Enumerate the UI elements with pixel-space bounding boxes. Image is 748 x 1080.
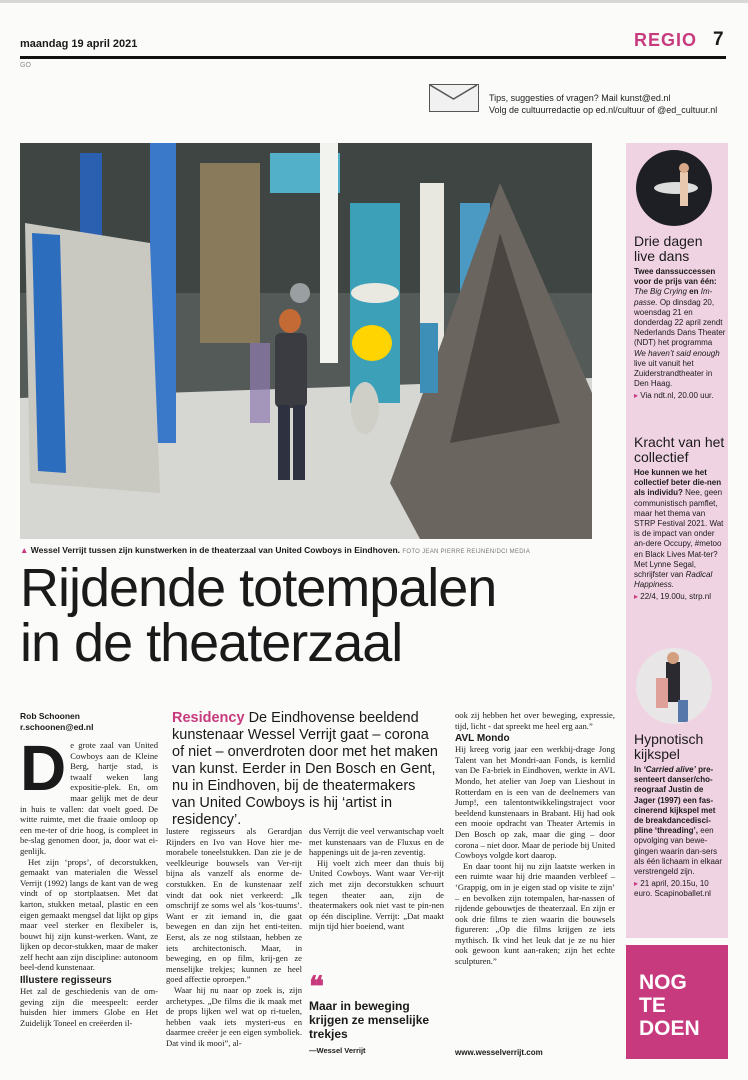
arrow-icon: ▸ <box>634 592 639 602</box>
sidebar-text: een opvolging van bewe-gingen waarin dan-sers als één lichaam in elkaar verstrengeld zijn. <box>634 826 723 877</box>
conjunction: en <box>689 287 699 297</box>
caption-text: Wessel Verrijt tussen zijn kunstwerken in de theaterzaal van United Cowboys in Eindhoven. <box>30 545 401 555</box>
nog-te-doen-banner <box>626 945 728 1059</box>
pull-quote <box>309 971 444 1055</box>
paragraph: e grote zaal van United Cowboys aan de Kleine Berg, hartje stad, is twaalf weken lang expositie-plek. En, om maar gelijk met de deur in huis te vallen: dat voelt goed. De witte ruimte, met die fraaie omloop op een me-ter of drie hoog, is compleet in be-slag genomen door, ja, door wat ei-genlijk. <box>20 740 158 856</box>
arrow-icon: ▸ <box>634 391 639 401</box>
sidebar-intro: In <box>634 765 642 774</box>
work-title: ‘Carried alive’ <box>643 765 696 774</box>
work-title: The Big Crying <box>634 287 687 297</box>
banner-word: DOEN <box>639 1017 700 1040</box>
sidebar-text: Op dinsdag 20, woensdag 21 en donderdag 22 april zendt Nederlands Dans Theater (NDT) het programma <box>634 297 726 348</box>
follow-line: Volg de cultuurredactie op ed.nl/cultuur of @ed_cultuur.nl <box>489 105 718 115</box>
column-2 <box>166 826 302 1048</box>
author-email: r.schoonen@ed.nl <box>20 722 94 732</box>
event-meta <box>634 592 726 602</box>
sidebar-title: Hypnotisch kijkspel <box>634 731 704 762</box>
sidebar-title: Kracht van het collectief <box>634 434 725 465</box>
tips-line: Tips, suggesties of vragen? Mail kunst@ed.nl <box>489 93 671 103</box>
caption-marker-icon: ▲ <box>20 545 29 555</box>
section-label: REGIO <box>634 30 698 50</box>
paragraph: En daar toont hij nu zijn laatste werken in een ruimte waar hij drie maanden verbleef – ‘Grappig, om in je eigen stad op visite te zijn’ – en bevolken zijn totempalen, har-nassen of rijdende gebouwtjes de theaterzaal. En zijn er ook drie films te zien waarin die bouwsels figureren: „Op die films krijgen ze iets mythisch. Ik vind het leuk dat je ze nu hier ook gewoon kunt aan-raken; zijn het echte sculpturen.” <box>455 860 615 967</box>
edition-label: GO <box>20 62 31 69</box>
event-meta <box>634 879 726 899</box>
event-info: 21 april, 20.15u, 10 euro. Scapinoballet.nl <box>634 879 711 899</box>
column-4 <box>455 710 615 967</box>
headline-line-1: Rijdende totempalen <box>20 558 497 618</box>
tips-box <box>489 92 717 116</box>
article-lead <box>172 710 442 829</box>
sidebar-intro: pre-senteert danser/cho-reograaf Justin de Jager (1997) een fas-cinerend kijkspel met de breakdancedisci-pline ‘threading’, <box>634 765 716 836</box>
subheading: Illustere regisseurs <box>20 975 112 987</box>
paragraph: Waar hij nu naar op zoek is, zijn archetypes. „De films die ik maak met de props lijken wel wat op ri-tuelen, hebben vaak iets mysteri-eus en daarmee creëer je een eigen symboliek. Dat vind ik mooi”, al- <box>166 984 302 1048</box>
masthead-rule <box>20 56 726 59</box>
quote-mark-icon: ❝ <box>309 971 325 1002</box>
sidebar-text: live uit vanuit het Zuiderstrandtheater in Den Haag. <box>634 358 713 389</box>
paragraph: Hij kreeg vorig jaar een werkbij-drage Jong Talent van het Mondri-aan Fonds, is kernlid van De Fa-briek in Eindhoven, werkte in AVL Mondo, het atelier van Joep van Lieshout in Rotterdam en is een van de deelnemers van Jump!, een talentontwikkelingstraject voor beeldend kunstenaars in Brabant. Hij had ook een mooie opdracht van Theater Artemis in Den Bosch op zak, maar die ging – door corona – niet door. Maar de periode bij United Cowboys volgde kort daarop. <box>455 744 615 861</box>
banner-word: NOG <box>639 971 687 994</box>
quote-text: Maar in beweging krijgen ze menselijke trekjes <box>309 999 430 1041</box>
byline <box>20 711 93 733</box>
sidebar-intro: Twee danssuccessen voor de prijs van één: <box>634 267 717 287</box>
website-link[interactable]: www.wesselverrijt.com <box>455 1048 543 1057</box>
author-name: Rob Schoonen <box>20 711 80 721</box>
paragraph: ook zij hebben het over beweging, expressie, tijd, licht - dat spreekt me heel erg aan.” <box>455 710 615 731</box>
sidebar-item-hypnotic <box>634 648 726 899</box>
photo-caption <box>20 545 592 555</box>
article-headline <box>20 558 600 673</box>
sidebar-title: Drie dagen live dans <box>634 233 703 264</box>
work-title: We haven’t said enough <box>634 348 720 358</box>
paragraph: Hij voelt zich meer dan thuis bij United Cowboys. Want waar Ver-rijt zich met zijn decorstukken schuurt tegen theater aan, zijn de theatermakers ook niet vast te pin-nen op één discipline. Verrijt: „Dat maakt mijn tijd hier boeiend, want <box>309 857 444 932</box>
sidebar-item-collective <box>634 435 726 602</box>
banner-word: TE <box>639 994 666 1017</box>
sidebar-text: Nee, geen communistisch pamflet, maar het thema van STRP Festival 2021. Wat is de impact van onder an-dere Occupy, #metoo en Black Lives Mat-ter? Met Lynne Segal, schrijfster van <box>634 488 724 580</box>
lead-kicker: Residency <box>172 710 245 726</box>
work-title: Radical Happiness. <box>634 570 713 590</box>
column-3 <box>309 826 444 932</box>
subheading: AVL Mondo <box>455 733 510 745</box>
dancer-photo <box>636 648 712 724</box>
event-info: Via ndt.nl, 20.00 uur. <box>640 391 714 401</box>
sidebar-intro: Hoe kunnen we het collectief beter die-nen als individu? <box>634 468 722 498</box>
quote-author: —Wessel Verrijt <box>309 1046 366 1055</box>
paragraph: Het zal de geschiedenis van de om-geving zijn die meespeelt: eerder huisden hier immers Globe en Het Zuidelijk Toneel en creëerden il- <box>20 986 158 1028</box>
event-info: 22/4, 19.00u, strp.nl <box>640 592 711 602</box>
headline-line-2: in de theaterzaal <box>20 613 403 673</box>
column-1 <box>20 732 158 1028</box>
page-number: 7 <box>713 29 724 50</box>
sidebar <box>626 143 728 938</box>
dropcap: D <box>20 732 67 804</box>
article-photo <box>20 143 592 539</box>
mail-envelope-icon <box>429 84 479 112</box>
paragraph: dus Verrijt die veel verwantschap voelt met kunstenaars van de Fluxus en de happenings uit de ja-ren zeventig. <box>309 826 444 858</box>
sidebar-item-dance <box>634 150 726 401</box>
event-meta <box>634 391 726 401</box>
photo-credit: FOTO JEAN PIERRE REIJNEN/DCI MEDIA <box>402 549 531 555</box>
top-border <box>0 0 748 3</box>
paragraph: lustere regisseurs als Gerardjan Rijnders en Ivo van Hove hier me-morabele toneelstukken. Dan zie je de veelkleurige bouwsels van Ver-rijt bijna als vanzelf als enorme de-corstukken. En de kunstenaar zelf vindt dat ook niet verkeerd: „Ik omschrijf ze soms wel als ‘kos-tuums’. Want er zit iemand in, die gaat bewegen en dan zijn het enti-teiten. Eerst, als ze nog stilstaan, hebben ze iets architectonisch. Maar, in beweging, en op film, krij-gen ze menselijke trekjes; kunnen ze heel goed affectie oproepen.” <box>166 826 302 985</box>
lead-text: De Eindhovense beeldend kunstenaar Wessel Verrijt gaat – corona of niet – onverdroten door met het maken van kunst. Eerder in Den Bosch en Gent, nu in Eindhoven, bij de theatermakers van United Cowboys is hij ‘artist in residency’. <box>172 710 438 828</box>
dance-photo <box>636 150 712 226</box>
arrow-icon: ▸ <box>634 879 639 889</box>
paragraph: Het zijn ‘props’, of decorstukken, gemaakt van materialen die Wessel Verrijt (1992) langs de kant van de weg vindt of op stortplaatsen. Met dat karton, stukken metaal, plastic en een eigen gemaakt mengsel dat lijkt op gips maar veel sterker en flexibeler is, bouwt hij zijn kunst-werken. Want, ze lijken op decor-stukken, maar de maker zelf hecht aan zijn discipline: autonoom beel-dend kunstenaar. <box>20 856 158 973</box>
work-title: Im-passe. <box>634 287 713 307</box>
issue-date: maandag 19 april 2021 <box>20 38 138 50</box>
